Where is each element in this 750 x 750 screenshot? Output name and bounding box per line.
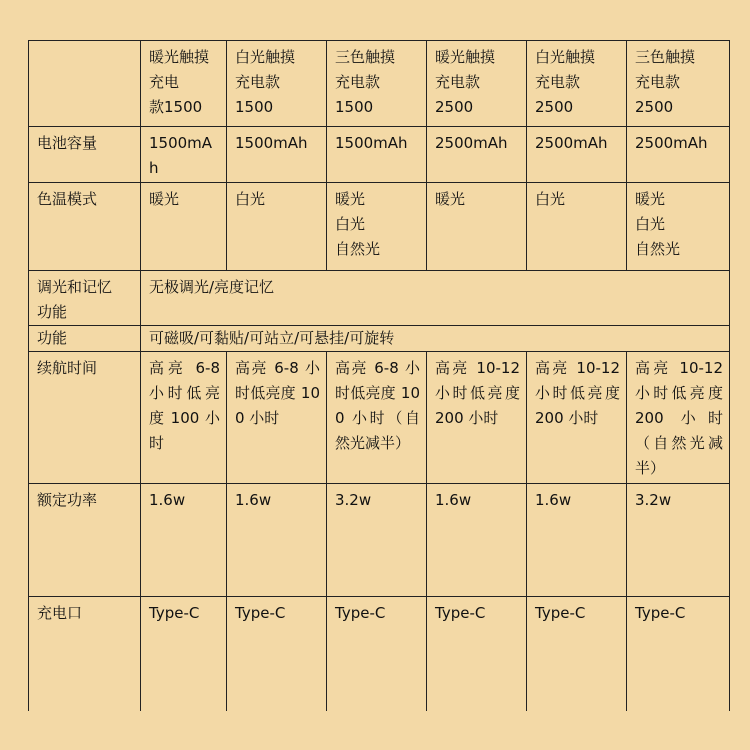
row-label: 色温模式 [29, 183, 141, 271]
cell-port-1: Type-C [141, 597, 227, 711]
cell-port-5: Type-C [527, 597, 627, 711]
header-model-3: 三色触摸 充电款 1500 [327, 41, 427, 127]
cell-capacity-4: 2500mAh [427, 127, 527, 183]
cell-port-2: Type-C [227, 597, 327, 711]
header-model-5: 白光触摸 充电款 2500 [527, 41, 627, 127]
cell-capacity-2: 1500mAh [227, 127, 327, 183]
cell-port-4: Type-C [427, 597, 527, 711]
row-dimming-memory [29, 271, 730, 326]
cell-power-1: 1.6w [141, 484, 227, 597]
row-rated-power [29, 484, 730, 597]
cell-color-temp-2: 白光 [227, 183, 327, 271]
row-function [29, 326, 730, 352]
row-label: 续航时间 [29, 352, 141, 484]
row-label: 额定功率 [29, 484, 141, 597]
cell-runtime-5: 高亮 10-12 小时低亮度 200 小时 [527, 352, 627, 484]
cell-capacity-5: 2500mAh [527, 127, 627, 183]
header-model-4: 暖光触摸 充电款 2500 [427, 41, 527, 127]
header-model-2: 白光触摸 充电款 1500 [227, 41, 327, 127]
cell-power-5: 1.6w [527, 484, 627, 597]
cell-power-2: 1.6w [227, 484, 327, 597]
header-model-1: 暖光触摸 充电 款1500 [141, 41, 227, 127]
cell-runtime-3: 高亮 6-8 小时低亮度 100 小时（自然光减半） [327, 352, 427, 484]
cell-color-temp-6: 暖光 白光 自然光 [627, 183, 730, 271]
cell-port-3: Type-C [327, 597, 427, 711]
row-label: 充电口 [29, 597, 141, 711]
cell-color-temp-3: 暖光 白光 自然光 [327, 183, 427, 271]
spec-table [28, 40, 730, 711]
cell-power-6: 3.2w [627, 484, 730, 597]
corner-cell [29, 41, 141, 127]
cell-runtime-4: 高亮 10-12 小时低亮度 200 小时 [427, 352, 527, 484]
cell-capacity-3: 1500mAh [327, 127, 427, 183]
cell-color-temp-5: 白光 [527, 183, 627, 271]
row-runtime [29, 352, 730, 484]
cell-capacity-1: 1500mAh [141, 127, 227, 183]
row-label: 功能 [29, 326, 141, 352]
row-charging-port [29, 597, 730, 711]
row-color-temp [29, 183, 730, 271]
row-label: 调光和记忆 功能 [29, 271, 141, 326]
cell-function: 可磁吸/可黏贴/可站立/可悬挂/可旋转 [141, 326, 730, 352]
cell-power-3: 3.2w [327, 484, 427, 597]
header-model-6: 三色触摸 充电款 2500 [627, 41, 730, 127]
cell-port-6: Type-C [627, 597, 730, 711]
row-battery-capacity [29, 127, 730, 183]
cell-color-temp-1: 暖光 [141, 183, 227, 271]
cell-runtime-2: 高亮 6-8 小时低亮度 100 小时 [227, 352, 327, 484]
row-label: 电池容量 [29, 127, 141, 183]
cell-runtime-6: 高亮 10-12 小时低亮度 200 小时（自然光减半） [627, 352, 730, 484]
cell-runtime-1: 高亮 6-8 小时低亮度 100 小时 [141, 352, 227, 484]
cell-dimming-memory: 无极调光/亮度记忆 [141, 271, 730, 326]
header-row [29, 41, 730, 127]
cell-power-4: 1.6w [427, 484, 527, 597]
cell-capacity-6: 2500mAh [627, 127, 730, 183]
cell-color-temp-4: 暖光 [427, 183, 527, 271]
